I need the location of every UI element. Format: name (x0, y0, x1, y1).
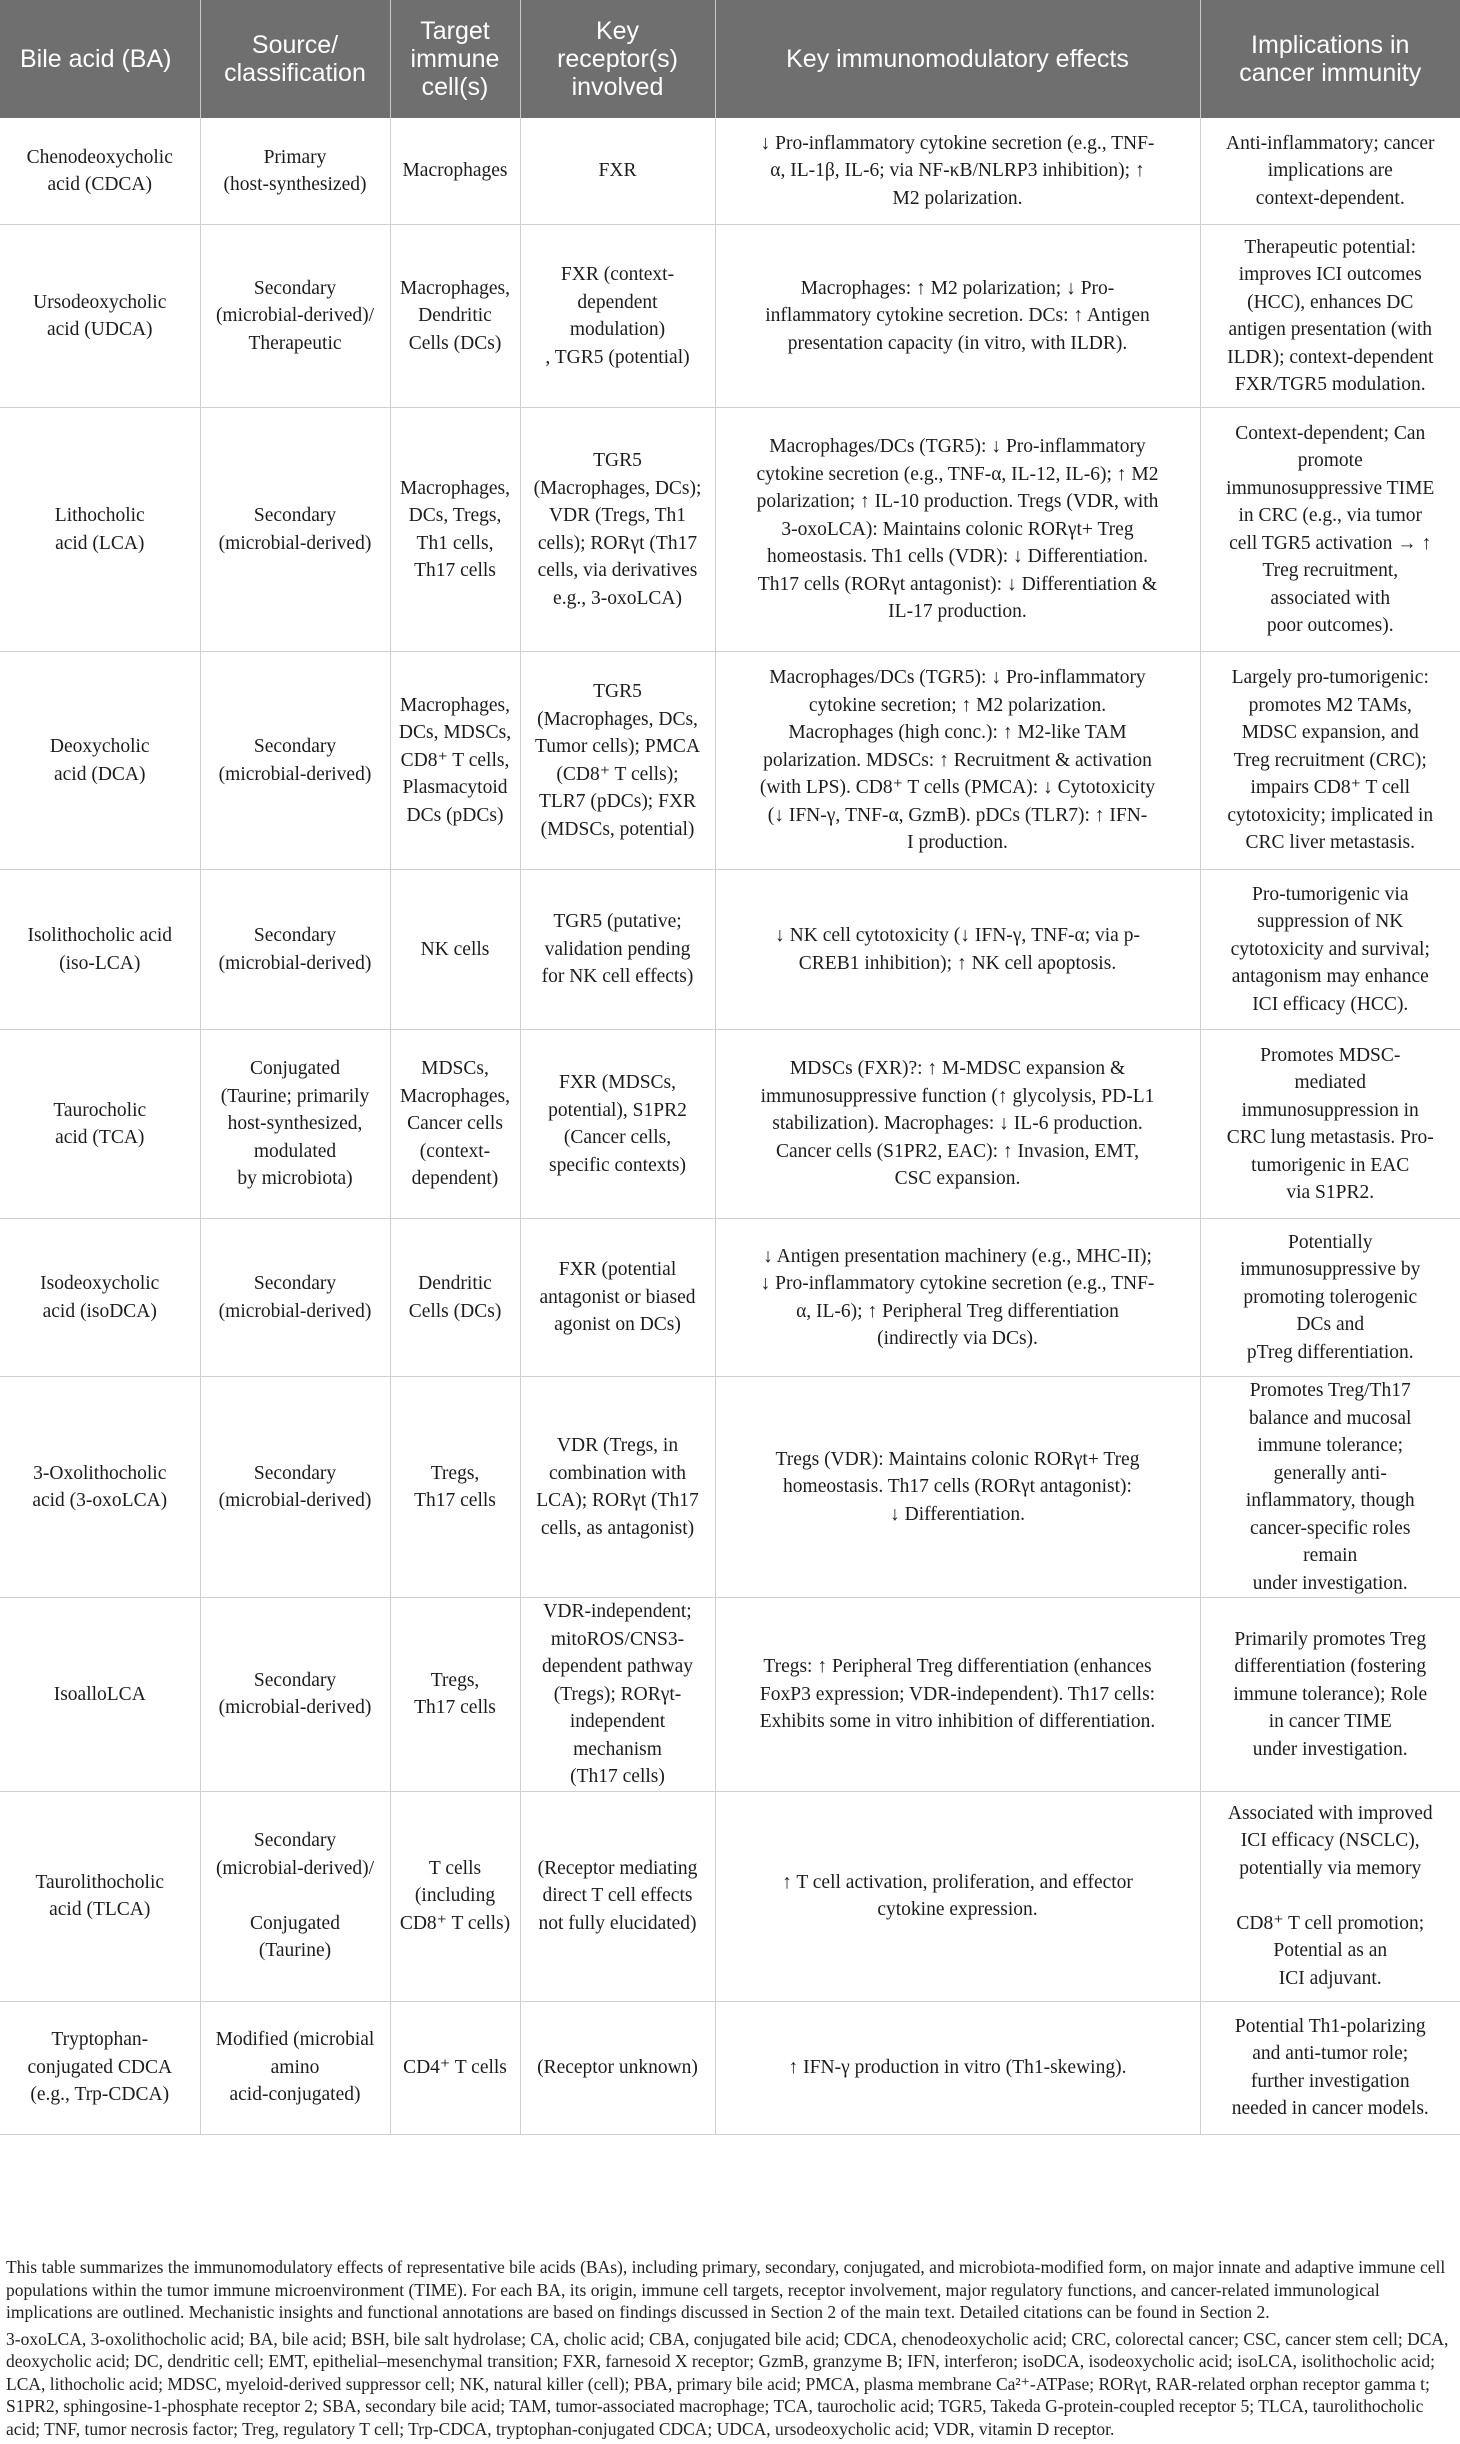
header-key-effects: Key immunomodulatory effects (715, 0, 1200, 118)
effects-cell: ↓ NK cell cytotoxicity (↓ IFN-γ, TNF-α; via p- CREB1 inhibition); ↑ NK cell apoptosis. (715, 870, 1200, 1030)
target-cells-cell: Macrophages, DCs, Tregs, Th1 cells, Th17 cells (390, 408, 520, 652)
source-cell: Secondary (microbial-derived) (200, 652, 390, 870)
bile-acid-cell: IsoalloLCA (0, 1598, 200, 1792)
bile-acid-cell: Taurolithocholic acid (TLCA) (0, 1791, 200, 2001)
effects-cell: ↑ T cell activation, proliferation, and effector cytokine expression. (715, 1791, 1200, 2001)
header-source-classification: Source/ classification (200, 0, 390, 118)
header-key-receptors: Key receptor(s) involved (520, 0, 715, 118)
header-row (0, 0, 1460, 118)
receptors-cell: (Receptor unknown) (520, 2001, 715, 2134)
implications-cell: Therapeutic potential: improves ICI outcomes (HCC), enhances DC antigen presentation (with ILDR); context-dependent FXR/TGR5 modulation. (1200, 225, 1460, 408)
receptors-cell: FXR (520, 118, 715, 225)
target-cells-cell: Macrophages (390, 118, 520, 225)
implications-cell: Largely pro-tumorigenic: promotes M2 TAMs, MDSC expansion, and Treg recruitment (CRC); impairs CD8⁺ T cell cytotoxicity; implicated in CRC liver metastasis. (1200, 652, 1460, 870)
effects-cell: Tregs (VDR): Maintains colonic RORγt+ Treg homeostasis. Th17 cells (RORγt antagonist): ↓ Differentiation. (715, 1377, 1200, 1598)
bile-acid-cell: 3-Oxolithocholic acid (3-oxoLCA) (0, 1377, 200, 1598)
implications-cell: Context-dependent; Can promote immunosuppressive TIME in CRC (e.g., via tumor cell TGR5 activation → ↑ Treg recruitment, associated with poor outcomes). (1200, 408, 1460, 652)
target-cells-cell: T cells (including CD8⁺ T cells) (390, 1791, 520, 2001)
implications-cell: Potential Th1-polarizing and anti-tumor role; further investigation needed in cancer models. (1200, 2001, 1460, 2134)
source-cell: Secondary (microbial-derived) (200, 1377, 390, 1598)
effects-cell: MDSCs (FXR)?: ↑ M-MDSC expansion & immunosuppressive function (↑ glycolysis, PD-L1 stabilization). Macrophages: ↓ IL-6 production. Cancer cells (S1PR2, EAC): ↑ Invasion, EMT, CSC expansion. (715, 1030, 1200, 1219)
header-cancer-implications: Implications in cancer immunity (1200, 0, 1460, 118)
receptors-cell: (Receptor mediating direct T cell effects not fully elucidated) (520, 1791, 715, 2001)
bile-acid-cell: Deoxycholic acid (DCA) (0, 652, 200, 870)
table-row (0, 652, 1460, 870)
table-header (0, 0, 1460, 118)
effects-cell: Macrophages: ↑ M2 polarization; ↓ Pro- inflammatory cytokine secretion. DCs: ↑ Antigen presentation capacity (in vitro, with ILDR). (715, 225, 1200, 408)
source-cell: Secondary (microbial-derived)/ Conjugated (Taurine) (200, 1791, 390, 2001)
source-cell: Secondary (microbial-derived) (200, 408, 390, 652)
receptors-cell: FXR (context- dependent modulation) , TGR5 (potential) (520, 225, 715, 408)
implications-cell: Associated with improved ICI efficacy (NSCLC), potentially via memory CD8⁺ T cell promotion; Potential as an ICI adjuvant. (1200, 1791, 1460, 2001)
receptors-cell: VDR-independent; mitoROS/CNS3- dependent pathway (Tregs); RORγt- independent mechanism (Th17 cells) (520, 1598, 715, 1792)
source-cell: Modified (microbial amino acid-conjugated) (200, 2001, 390, 2134)
target-cells-cell: Macrophages, DCs, MDSCs, CD8⁺ T cells, Plasmacytoid DCs (pDCs) (390, 652, 520, 870)
target-cells-cell: Macrophages, Dendritic Cells (DCs) (390, 225, 520, 408)
bile-acid-cell: Lithocholic acid (LCA) (0, 408, 200, 652)
table-row (0, 1030, 1460, 1219)
source-cell: Primary (host-synthesized) (200, 118, 390, 225)
effects-cell: Tregs: ↑ Peripheral Treg differentiation (enhances FoxP3 expression; VDR-independent). Th17 cells: Exhibits some in vitro inhibition of differentiation. (715, 1598, 1200, 1792)
table-row (0, 870, 1460, 1030)
target-cells-cell: Tregs, Th17 cells (390, 1377, 520, 1598)
effects-cell: ↓ Pro-inflammatory cytokine secretion (e.g., TNF- α, IL-1β, IL-6; via NF-κB/NLRP3 inhibition); ↑ M2 polarization. (715, 118, 1200, 225)
source-cell: Secondary (microbial-derived) (200, 870, 390, 1030)
header-target-immune-cells: Target immune cell(s) (390, 0, 520, 118)
implications-cell: Anti-inflammatory; cancer implications are context-dependent. (1200, 118, 1460, 225)
footnote-summary: This table summarizes the immunomodulatory effects of representative bile acids (BAs), including primary, secondary, conjugated, and microbiota-modified form, on major innate and adaptive immune cell populations within the tumor immune microenvironment (TIME). For each BA, its origin, immune cell targets, receptor involvement, major regulatory functions, and cancer-related immunological implications are outlined. Mechanistic insights and functional annotations are based on findings discussed in Section 2 of the main text. Detailed citations can be found in Section 2. (6, 2257, 1446, 2322)
bile-acid-cell: Taurocholic acid (TCA) (0, 1030, 200, 1219)
table-row (0, 1598, 1460, 1792)
receptors-cell: FXR (MDSCs, potential), S1PR2 (Cancer cells, specific contexts) (520, 1030, 715, 1219)
bile-acid-cell: Ursodeoxycholic acid (UDCA) (0, 225, 200, 408)
table-row (0, 1377, 1460, 1598)
table-row (0, 2001, 1460, 2134)
receptors-cell: VDR (Tregs, in combination with LCA); RORγt (Th17 cells, as antagonist) (520, 1377, 715, 1598)
source-cell: Secondary (microbial-derived)/ Therapeutic (200, 225, 390, 408)
table-footnote (6, 2256, 1454, 2444)
table-row (0, 225, 1460, 408)
table-row (0, 408, 1460, 652)
bile-acid-cell: Tryptophan- conjugated CDCA (e.g., Trp-CDCA) (0, 2001, 200, 2134)
implications-cell: Pro-tumorigenic via suppression of NK cytotoxicity and survival; antagonism may enhance ICI efficacy (HCC). (1200, 870, 1460, 1030)
source-cell: Secondary (microbial-derived) (200, 1219, 390, 1377)
bile-acid-cell: Isodeoxycholic acid (isoDCA) (0, 1219, 200, 1377)
table-row (0, 1219, 1460, 1377)
target-cells-cell: CD4⁺ T cells (390, 2001, 520, 2134)
target-cells-cell: MDSCs, Macrophages, Cancer cells (context- dependent) (390, 1030, 520, 1219)
table-row (0, 118, 1460, 225)
receptors-cell: TGR5 (Macrophages, DCs, Tumor cells); PMCA (CD8⁺ T cells); TLR7 (pDCs); FXR (MDSCs, potential) (520, 652, 715, 870)
implications-cell: Primarily promotes Treg differentiation (fostering immune tolerance); Role in cancer TIME under investigation. (1200, 1598, 1460, 1792)
source-cell: Secondary (microbial-derived) (200, 1598, 390, 1792)
implications-cell: Promotes Treg/Th17 balance and mucosal immune tolerance; generally anti- inflammatory, though cancer-specific roles remain under investigation. (1200, 1377, 1460, 1598)
target-cells-cell: NK cells (390, 870, 520, 1030)
effects-cell: Macrophages/DCs (TGR5): ↓ Pro-inflammatory cytokine secretion; ↑ M2 polarization. Macrophages (high conc.): ↑ M2-like TAM polarization. MDSCs: ↑ Recruitment & activation (with LPS). CD8⁺ T cells (PMCA): ↓ Cytotoxicity (↓ IFN-γ, TNF-α, GzmB). pDCs (TLR7): ↑ IFN- I production. (715, 652, 1200, 870)
footnote-abbreviations: 3-oxoLCA, 3-oxolithocholic acid; BA, bile acid; BSH, bile salt hydrolase; CA, cholic acid; CBA, conjugated bile acid; CDCA, chenodeoxycholic acid; CRC, colorectal cancer; CSC, cancer stem cell; DCA, deoxycholic acid; DC, dendritic cell; EMT, epithelial–mesenchymal transition; FXR, farnesoid X receptor; GzmB, granzyme B; IFN, interferon; isoDCA, isodeoxycholic acid; isoLCA, isolithocholic acid; LCA, lithocholic acid; MDSC, myeloid-derived suppressor cell; NK, natural killer (cell); PBA, primary bile acid; PMCA, plasma membrane Ca²⁺-ATPase; RORγt, RAR-related orphan receptor gamma t; S1PR2, sphingosine-1-phosphate receptor 2; SBA, secondary bile acid; TAM, tumor-associated macrophage; TCA, taurocholic acid; TGR5, Takeda G-protein-coupled receptor 5; TLCA, taurolithocholic acid; TNF, tumor necrosis factor; Treg, regulatory T cell; Trp-CDCA, tryptophan-conjugated CDCA; UDCA, ursodeoxycholic acid; VDR, vitamin D receptor. (6, 2328, 1449, 2439)
target-cells-cell: Tregs, Th17 cells (390, 1598, 520, 1792)
implications-cell: Potentially immunosuppressive by promoting tolerogenic DCs and pTreg differentiation. (1200, 1219, 1460, 1377)
target-cells-cell: Dendritic Cells (DCs) (390, 1219, 520, 1377)
source-cell: Conjugated (Taurine; primarily host-synthesized, modulated by microbiota) (200, 1030, 390, 1219)
table-body (0, 118, 1460, 2134)
bile-acid-cell: Isolithocholic acid (iso-LCA) (0, 870, 200, 1030)
effects-cell: ↑ IFN-γ production in vitro (Th1-skewing). (715, 2001, 1200, 2134)
implications-cell: Promotes MDSC- mediated immunosuppression in CRC lung metastasis. Pro- tumorigenic in EAC via S1PR2. (1200, 1030, 1460, 1219)
receptors-cell: FXR (potential antagonist or biased agonist on DCs) (520, 1219, 715, 1377)
receptors-cell: TGR5 (Macrophages, DCs); VDR (Tregs, Th1 cells); RORγt (Th17 cells, via derivatives e.g., 3-oxoLCA) (520, 408, 715, 652)
bile-acid-cell: Chenodeoxycholic acid (CDCA) (0, 118, 200, 225)
effects-cell: Macrophages/DCs (TGR5): ↓ Pro-inflammatory cytokine secretion (e.g., TNF-α, IL-12, IL-6); ↑ M2 polarization; ↑ IL-10 production. Tregs (VDR, with 3-oxoLCA): Maintains colonic RORγt+ Treg homeostasis. Th1 cells (VDR): ↓ Differentiation. Th17 cells (RORγt antagonist): ↓ Differentiation & IL-17 production. (715, 408, 1200, 652)
header-bile-acid: Bile acid (BA) (0, 0, 200, 118)
effects-cell: ↓ Antigen presentation machinery (e.g., MHC-II); ↓ Pro-inflammatory cytokine secretion (e.g., TNF- α, IL-6); ↑ Peripheral Treg differentiation (indirectly via DCs). (715, 1219, 1200, 1377)
receptors-cell: TGR5 (putative; validation pending for NK cell effects) (520, 870, 715, 1030)
table-row (0, 1791, 1460, 2001)
